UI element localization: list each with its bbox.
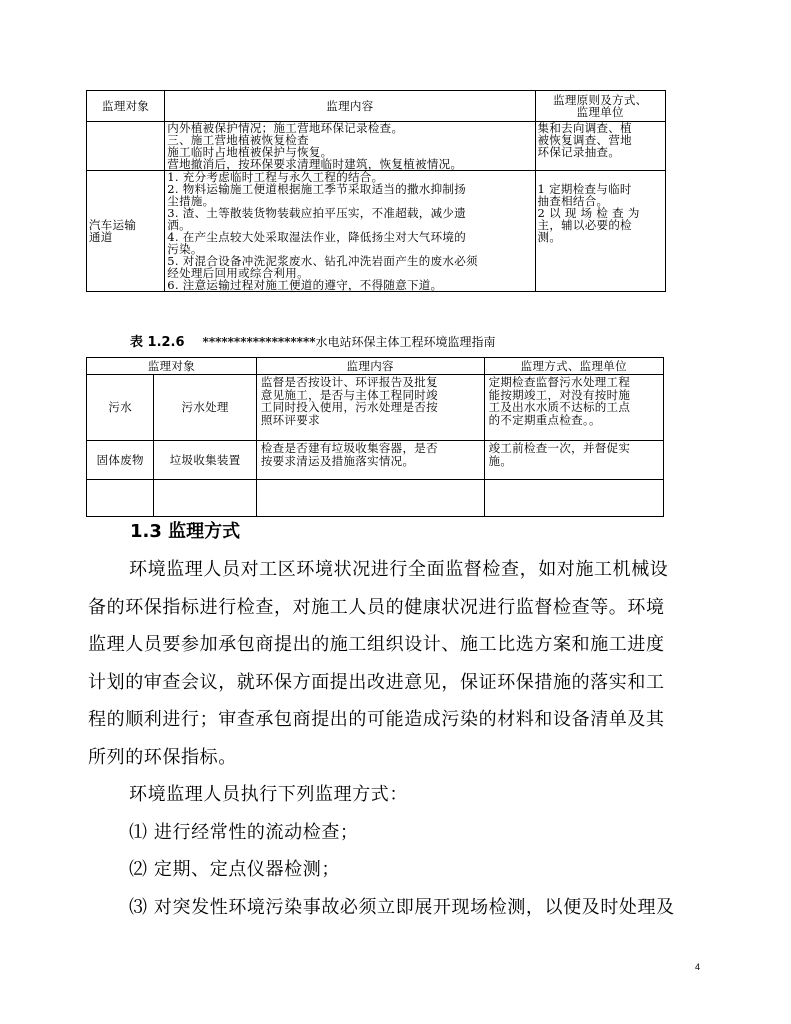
table-row-empty bbox=[87, 480, 664, 517]
category-cell: 污水 bbox=[87, 375, 154, 441]
redacted-project-name: ****************** bbox=[202, 335, 316, 349]
row2-method: 1 定期检查与临时 抽查相结合。 2 以 现 场 检 查 为 主，辅以必要的检 测。 bbox=[535, 171, 665, 292]
empty-cell bbox=[484, 480, 663, 517]
header-method: 监理原则及方式、 监理单位 bbox=[535, 91, 665, 122]
list-item: ⑴ 进行经常性的流动检查； bbox=[129, 821, 359, 843]
empty-cell bbox=[87, 480, 154, 517]
header-content: 监理内容 bbox=[165, 91, 535, 122]
table-row bbox=[87, 122, 666, 171]
row2-object: 汽车运输 通道 bbox=[87, 171, 165, 292]
page-number: 4 bbox=[695, 962, 701, 972]
header-object: 监理对象 bbox=[87, 358, 257, 375]
paragraph: 环境监理人员对工区环境状况进行全面监督检查，如对施工机械设 备的环保指标进行检查，对施工人员的健康状况进行监督检查等。环境 监理人员要参加承包商提出的施工组织设计、施工比选方案和施工进度 计划的审查会议，就环保方面提出改进意见，保证环保措施的落实和工 程的顺利进行；审查承包商提出的可能造成污染的材料和设备清单及其 所列的环保指标。 bbox=[88, 559, 669, 768]
environmental-supervision-guide-table bbox=[86, 357, 664, 517]
table-header-row bbox=[87, 91, 666, 122]
supervision-table-continued bbox=[86, 90, 666, 292]
empty-cell bbox=[154, 480, 256, 517]
section-heading: 1.3 监理方式 bbox=[130, 521, 241, 542]
content-cell: 监督是否按设计、环评报告及批复 意见施工，是否与主体工程同时竣 工同时投入使用，污水处理是否按 照环评要求 bbox=[256, 375, 484, 441]
method-cell: 竣工前检查一次，并督促实 施。 bbox=[484, 441, 663, 480]
empty-cell bbox=[256, 480, 484, 517]
table-title: 水电站环保主体工程环境监理指南 bbox=[315, 335, 496, 349]
item-cell: 垃圾收集装置 bbox=[154, 441, 256, 480]
header-method: 监理方式、监理单位 bbox=[484, 358, 663, 375]
item-cell: 污水处理 bbox=[154, 375, 256, 441]
row1-method: 集和去向调查、植 被恢复调查、营地 环保记录抽查。 bbox=[535, 122, 665, 171]
table-header-row bbox=[87, 358, 664, 375]
table-row bbox=[87, 375, 664, 441]
content-cell: 检查是否建有垃圾收集容器，是否 按要求清运及措施落实情况。 bbox=[256, 441, 484, 480]
row2-content: 1. 充分考虑临时工程与永久工程的结合。 2. 物料运输施工便道根据施工季节采取适当的撒水抑制扬 尘措施。 3. 渣、土等散装货物装载应拍平压实，不准超载，减少遗 洒。 4. 在产尘点较大处采取湿法作业，降低扬尘对大气环境的 污染。 5. 对混合设备冲洗泥浆废水、钻孔冲洗岩面产生的废水必须 经处理后回用或综合利用。 6. 注意运输过程对施工便道的遵守，不得随意下道。 bbox=[165, 171, 535, 292]
method-cell: 定期检查监督污水处理工程 能按期竣工，对没有按时施 工及出水水质不达标的工点 的不定期重点检查。。 bbox=[484, 375, 663, 441]
category-cell: 固体废物 bbox=[87, 441, 154, 480]
list-item: ⑶ 对突发性环境污染事故必须立即展开现场检测，以便及时处理及 bbox=[129, 896, 675, 918]
table-row bbox=[87, 171, 666, 292]
table-caption bbox=[130, 331, 496, 350]
row1-object bbox=[87, 122, 165, 171]
table-row bbox=[87, 441, 664, 480]
header-content: 监理内容 bbox=[256, 358, 484, 375]
row1-content: 内外植被保护情况；施工营地环保记录检查。 三、施工营地植被恢复检查 施工临时占地植被保护与恢复。 营地撤消后，按环保要求清理临时建筑，恢复植被情况。 bbox=[165, 122, 535, 171]
list-item: ⑵ 定期、定点仪器检测； bbox=[129, 859, 340, 880]
header-object: 监理对象 bbox=[87, 91, 165, 122]
list-intro: 环境监理人员执行下列监理方式： bbox=[129, 784, 408, 805]
method-list bbox=[88, 776, 718, 926]
table-number: 表 1.2.6 bbox=[130, 335, 185, 350]
